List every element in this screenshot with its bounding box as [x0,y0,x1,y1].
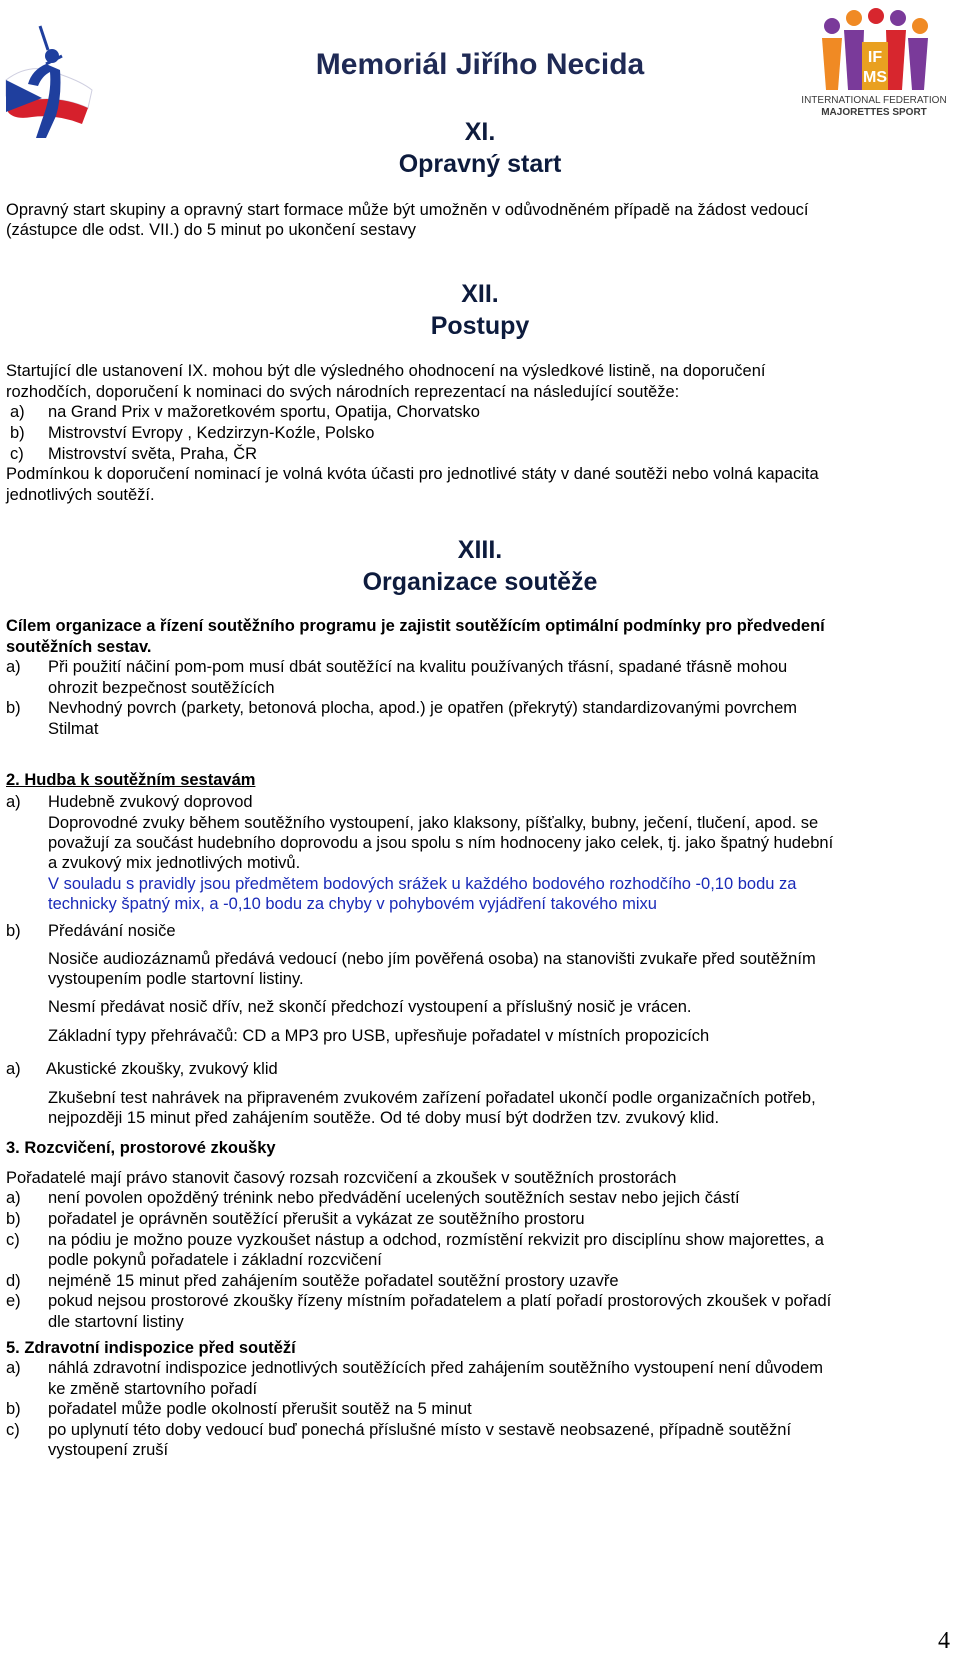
music-b-line2: vystoupením podle startovní listiny. [48,970,304,988]
warmup-intro: Pořadatelé mají právo stanovit časový rozsah rozcvičení a zkoušek v soutěžních prostorách [6,1169,677,1187]
music-a-penalty-line2: technicky špatný mix, a -0,10 bodu za chyby v pohybovém vyjádření takového mixu [48,895,657,913]
music-c-line2: nejpozději 15 minut před zahájením soutěže. Od té doby musí být dodržen tzv. zvukový klid. [48,1109,720,1127]
list-item: pokud nejsou prostorové zkoušky řízeny místním pořadatelem a platí pořadí prostorových zkoušek v pořadí [48,1292,832,1310]
section-xii-condition-line2: jednotlivých soutěží. [6,486,155,504]
list-item-label: a) [6,658,21,676]
list-item-continuation: Stilmat [48,720,99,738]
list-item: nejméně 15 minut před zahájením soutěže pořadatel soutěžní prostory uzavře [48,1272,619,1290]
music-heading: 2. Hudba k soutěžním sestavám [6,771,256,789]
list-item-continuation: podle pokynů pořadatele i základní rozcvičení [48,1251,382,1269]
section-xii-condition-line1: Podmínkou k doporučení nominací je volná kvóta účasti pro jednotlivé státy v dané soutěži nebo volná kapacita [6,465,819,483]
list-item-label: c) [6,1231,20,1249]
list-item-continuation: vystoupení zruší [48,1441,169,1459]
section-xiii-intro-line2: soutěžních sestav. [6,638,152,656]
music-a-penalty-line1: V souladu s pravidly jsou předmětem bodových srážek u každého bodového rozhodčího -0,10 bodu za [48,875,797,893]
list-item-continuation: ke změně startovního pořadí [48,1380,258,1398]
music-a-line3: a zvukový mix jednotlivých motivů. [48,854,301,872]
music-a-title: Hudebně zvukový doprovod [48,793,253,811]
list-item-label: b) [10,424,25,442]
music-c-title: Akustické zkoušky, zvukový klid [46,1060,278,1078]
list-item: pořadatel může podle okolností přerušit soutěž na 5 minut [48,1400,472,1418]
section-xi-number: XI. [464,118,496,146]
music-b-line3: Nesmí předávat nosič dřív, než skončí předchozí vystoupení a příslušný nosič je vrácen. [48,998,692,1016]
section-xi-title: Opravný start [398,150,562,178]
section-xi-paragraph-line2: (zástupce dle odst. VII.) do 5 minut po ukončení sestavy [6,221,416,239]
list-item-label: c) [6,1421,20,1439]
list-item: Nevhodný povrch (parkety, betonová plocha, apod.) je opatřen (překrytý) standardizovanými povrchem [48,699,797,717]
list-item: náhlá zdravotní indispozice jednotlivých soutěžících před zahájením soutěžního vystoupení není důvodem [48,1359,824,1377]
section-xii-number: XII. [461,280,499,308]
list-item-label: a) [6,793,21,811]
section-xii-paragraph-line2: rozhodčích, doporučení k nominaci do svých národních reprezentací na následující soutěže: [6,383,680,401]
list-item: pořadatel je oprávněn soutěžící přerušit a vykázat ze soutěžního prostoru [48,1210,585,1228]
list-item: není povolen opožděný trénink nebo předvádění ucelených soutěžních sestav nebo jejich částí [48,1189,740,1207]
music-a-line2: považují za součást hudebního doprovodu a jsou spolu s ním hodnoceny jako celek, tj. jako špatný hudební [48,834,834,852]
section-xii-title: Postupy [430,312,530,340]
logo-text-ms: MS [863,69,887,86]
music-a-line1: Doprovodné zvuky během soutěžního vystoupení, jako klaksony, píšťalky, bubny, ječení, tlučení, apod. se [48,814,819,832]
list-item-label: e) [6,1292,21,1310]
section-xi-paragraph-line1: Opravný start skupiny a opravný start formace může být umožněn v odůvodněném případě na žádost vedoucí [6,201,809,219]
list-item-label: a) [6,1060,21,1078]
list-item: Mistrovství Evropy , Kedzirzyn-Koźle, Polsko [48,424,375,442]
ifms-logo [792,4,956,124]
list-item-label: a) [10,403,25,421]
logo-subtitle-1: INTERNATIONAL FEDERATION [801,95,947,106]
list-item-label: b) [6,699,21,717]
list-item-label: b) [6,1210,21,1228]
health-heading: 5. Zdravotní indispozice před soutěží [6,1339,296,1357]
list-item-label: a) [6,1189,21,1207]
section-xiii-number: XIII. [457,536,503,564]
music-c-line1: Zkušební test nahrávek na připraveném zvukovém zařízení pořadatel ukončí podle organizačních potřeb, [48,1089,816,1107]
music-b-title: Předávání nosiče [48,922,176,940]
page-number: 4 [938,1628,950,1654]
list-item-continuation: dle startovní listiny [48,1313,184,1331]
list-item: Mistrovství světa, Praha, ČR [48,445,258,463]
list-item-label: b) [6,922,21,940]
music-b-line4: Základní typy přehrávačů: CD a MP3 pro USB, upřesňuje pořadatel v místních propozicích [48,1027,710,1045]
warmup-heading: 3. Rozcvičení, prostorové zkoušky [6,1139,276,1157]
music-b-line1: Nosiče audiozáznamů předává vedoucí (nebo jím pověřená osoba) na stanovišti zvukaře před soutěžním [48,950,816,968]
list-item: na Grand Prix v mažoretkovém sportu, Opatija, Chorvatsko [48,403,480,421]
list-item: Při použití náčiní pom-pom musí dbát soutěžící na kvalitu používaných třásní, spadané třásně mohou [48,658,788,676]
logo-subtitle-2: MAJORETTES SPORT [821,107,927,118]
list-item-label: a) [6,1359,21,1377]
list-item: po uplynutí této doby vedoucí buď ponechá příslušné místo v sestavě neobsazené, případně soutěžní [48,1421,792,1439]
list-item: na pódiu je možno pouze vyzkoušet nástup a odchod, rozmístění rekvizit pro disciplínu show majorettes, a [48,1231,824,1249]
document-title: Memoriál Jiřího Necida [315,48,645,81]
list-item-label: b) [6,1400,21,1418]
section-xiii-title: Organizace soutěže [362,568,598,596]
logo-text-if: IF [867,49,883,66]
section-xiii-intro-line1: Cílem organizace a řízení soutěžního programu je zajistit soutěžícím optimální podmínky pro předvedení [6,617,825,635]
list-item-label: c) [10,445,24,463]
list-item-label: d) [6,1272,21,1290]
list-item-continuation: ohrozit bezpečnost soutěžících [48,679,275,697]
section-xii-paragraph-line1: Startující dle ustanovení IX. mohou být dle výsledného ohodnocení na výsledkové listině, na doporučení [6,362,766,380]
